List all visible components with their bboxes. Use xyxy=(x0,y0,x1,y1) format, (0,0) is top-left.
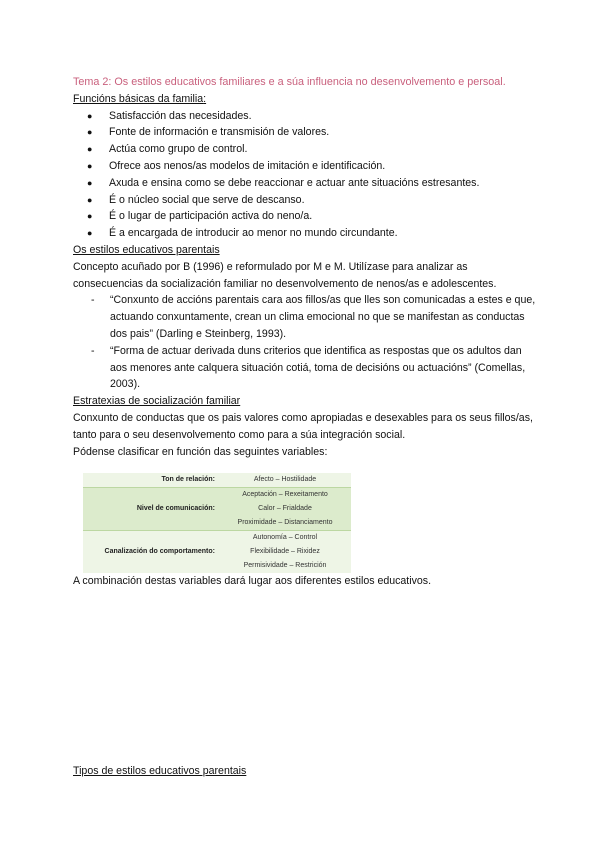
list-item: ● Axuda e ensina como se debe reaccionar e actuar ante situacións estresantes. xyxy=(73,175,540,192)
list-item: ● Fonte de información e transmisión de valores. xyxy=(73,124,540,141)
table-label-comunicacion: Nivel de comunicación: xyxy=(83,488,219,531)
funcions-list xyxy=(73,108,540,242)
table-value: Aceptación – Rexeitamento xyxy=(219,488,351,503)
quote-item: - “Forma de actuar derivada duns criterios que identifica as respostas que os adultos dan aos menores ante calquera situación cotiá, toma de decisións ou actuacións” (Comellas, 2003). xyxy=(73,343,540,393)
heading-colon: : xyxy=(203,92,207,105)
combination-text: A combinación destas variables dará lugar aos diferentes estilos educativos. xyxy=(73,575,432,588)
list-item: ● É o lugar de participación activa do neno/a. xyxy=(73,208,540,225)
estratexias-para: Conxunto de conductas que os pais valores como apropiadas e desexables para os seus fillos/as, tanto para o seu desenvolvemento como para a súa integración social. xyxy=(73,411,533,441)
quotes-list xyxy=(73,292,540,393)
table-label-canalizacion: Canalización do comportamento: xyxy=(83,531,219,574)
list-item: ● É o núcleo social que serve de descanso. xyxy=(73,192,540,209)
table-value: Flexibilidade – Rixidez xyxy=(219,545,351,559)
section-heading-estilos: Os estilos educativos parentais xyxy=(73,243,220,256)
table-label-ton: Ton de relación: xyxy=(83,473,219,488)
section-heading-funcions xyxy=(73,91,540,108)
document-title: Tema 2: Os estilos educativos familiares e a súa influencia no desenvolvemento e persoal. xyxy=(73,76,506,88)
variables-table xyxy=(83,473,351,573)
table-value: Afecto – Hostilidade xyxy=(219,473,351,488)
table-value: Calor – Frialdade xyxy=(219,502,351,516)
estratexias-classify: Pódense clasificar en función das seguintes variables: xyxy=(73,445,328,458)
list-item: ● Satisfacción das necesidades. xyxy=(73,108,540,125)
table-value: Permisividade – Restrición xyxy=(219,559,351,573)
section-heading-estratexias: Estratexias de socialización familiar xyxy=(73,395,241,408)
heading-text: Funcións básicas da familia xyxy=(73,92,204,105)
list-item: ● Ofrece aos nenos/as modelos de imitación e identificación. xyxy=(73,158,540,175)
table-value: Autonomía – Control xyxy=(219,531,351,546)
section-heading-tipos: Tipos de estilos educativos parentais xyxy=(73,764,247,777)
list-item: ● É a encargada de introducir ao menor no mundo circundante. xyxy=(73,225,540,242)
list-item: ● Actúa como grupo de control. xyxy=(73,141,540,158)
estilos-intro: Concepto acuñado por B (1996) e reformulado por M e M. Utilízase para analizar as consecuencias da socialización familiar no desenvolvemento de nenos/as e adolescentes. xyxy=(73,260,497,290)
quote-item: - “Conxunto de accións parentais cara aos fillos/as que lles son comunicadas a estes e que, actuando conxuntamente, crean un clima emocional no que se manifestan as conductas dos pais” (Darling e Steinberg, 1993). xyxy=(73,292,540,342)
table-value: Proximidade – Distanciamento xyxy=(219,516,351,531)
